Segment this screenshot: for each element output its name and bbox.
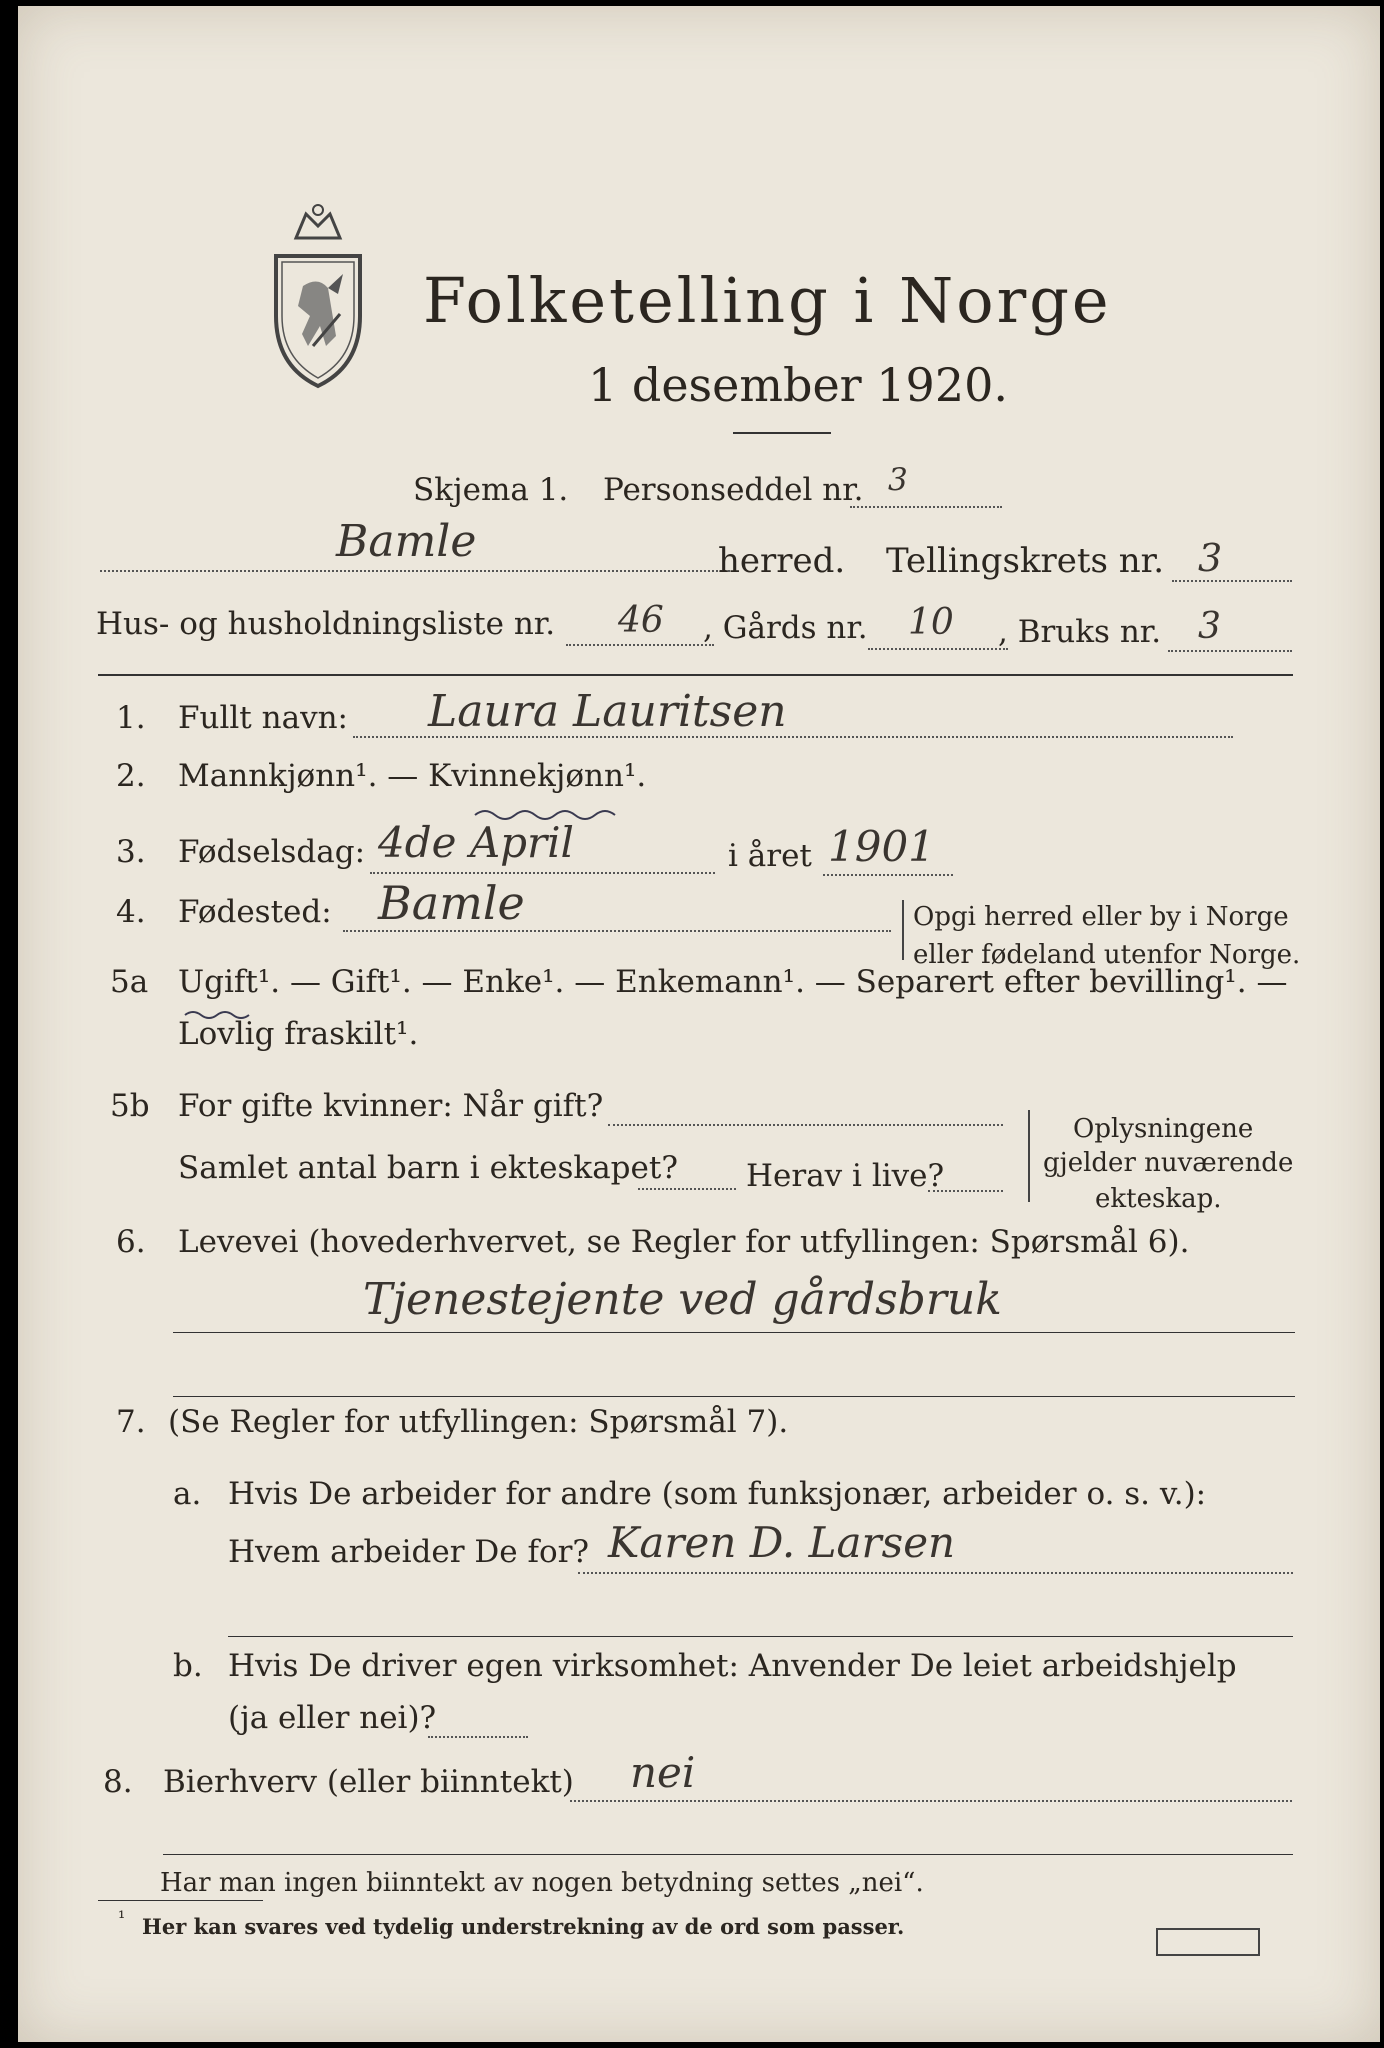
q4-number: 4. [116, 894, 146, 930]
q5b-number: 5b [110, 1088, 150, 1124]
herred-label: herred. [718, 541, 846, 581]
herred-value: Bamle [336, 516, 477, 567]
q7-label: (Se Regler for utfyllingen: Spørsmål 7). [168, 1404, 789, 1440]
q6-number: 6. [116, 1224, 146, 1260]
q4-birthplace: Bamle [378, 876, 525, 930]
q5b-note-line1: Oplysningene [1073, 1114, 1254, 1144]
q1-full-name: Laura Lauritsen [428, 686, 787, 737]
tellingskrets-label: Tellingskrets nr. [886, 541, 1165, 581]
personseddel-label: Personseddel nr. [603, 472, 864, 508]
q7a-line1: Hvis De arbeider for andre (som funksjonær, arbeider o. s. v.): [228, 1476, 1207, 1512]
q3-birthdate: 4de April [378, 818, 574, 867]
q5b-alive-label: Herav i live? [746, 1158, 945, 1194]
q7a-letter: a. [173, 1476, 202, 1512]
q2-gender-options: Mannkjønn¹. — Kvinnekjønn¹. [178, 758, 647, 794]
hus-label: Hus- og husholdningsliste nr. [96, 606, 556, 642]
q7b-letter: b. [173, 1648, 203, 1684]
q3-label: Fødselsdag: [178, 834, 366, 870]
gards-value: 10 [908, 602, 954, 643]
q5a-divorced-option: Lovlig fraskilt¹. [178, 1016, 419, 1052]
q8-label: Bierhverv (eller biinntekt) [163, 1764, 574, 1800]
q3-year-label: i året [728, 838, 812, 874]
hus-value: 46 [618, 600, 664, 641]
title-divider [733, 432, 831, 434]
q1-number: 1. [116, 700, 146, 736]
gards-label: , Gårds nr. [703, 610, 868, 646]
form-title: Folketelling i Norge [423, 264, 1112, 337]
q1-label: Fullt navn: [178, 700, 348, 736]
printer-stamp [1156, 1928, 1260, 1956]
q6-label: Levevei (hovederhvervet, se Regler for utfyllingen: Spørsmål 6). [178, 1224, 1190, 1260]
personseddel-value: 3 [888, 462, 908, 498]
footnote: Her kan svares ved tydelig understrekning av de ord som passer. [142, 1914, 905, 1939]
q2-number: 2. [116, 758, 146, 794]
q4-note-line1: Opgi herred eller by i Norge [913, 902, 1289, 932]
q7b-line1: Hvis De driver egen virksomhet: Anvender De leiet arbeidshjelp [228, 1648, 1237, 1684]
schema-label: Skjema 1. [413, 472, 569, 508]
header-divider [98, 674, 1293, 676]
census-date: 1 desember 1920. [588, 358, 1008, 412]
q3-birth-year: 1901 [828, 822, 935, 871]
q5b-children-label: Samlet antal barn i ekteskapet? [178, 1150, 678, 1186]
bruks-value: 3 [1198, 606, 1221, 647]
q5a-number: 5a [110, 964, 149, 1000]
q7a-employer: Karen D. Larsen [608, 1518, 956, 1567]
q7b-line2: (ja eller nei)? [228, 1700, 437, 1736]
q7a-employer-label: Hvem arbeider De for? [228, 1534, 590, 1570]
q5a-marital-options: Ugift¹. — Gift¹. — Enke¹. — Enkemann¹. — Separert efter bevilling¹. — [178, 964, 1288, 1000]
q7-number: 7. [116, 1404, 146, 1440]
bruks-label: , Bruks nr. [998, 614, 1162, 650]
q4-label: Fødested: [178, 894, 332, 930]
q5b-note-line2: gjelder nuværende [1043, 1148, 1294, 1178]
q8-number: 8. [103, 1764, 133, 1800]
tellingskrets-value: 3 [1198, 536, 1223, 580]
q4-note-line2: eller fødeland utenfor Norge. [913, 940, 1301, 970]
q3-number: 3. [116, 834, 146, 870]
q8-side-income: nei [630, 1748, 696, 1797]
q5b-note-line3: ekteskap. [1095, 1184, 1222, 1214]
coat-of-arms-icon [258, 196, 378, 396]
footer-note: Har man ingen biinntekt av nogen betydning settes „nei“. [160, 1868, 924, 1898]
census-form-page [18, 6, 1380, 2042]
q5b-when-married-label: For gifte kvinner: Når gift? [178, 1088, 604, 1124]
q6-occupation: Tjenestejente ved gårdsbruk [363, 1274, 1002, 1325]
footnote-mark: ¹ [118, 1908, 126, 1929]
